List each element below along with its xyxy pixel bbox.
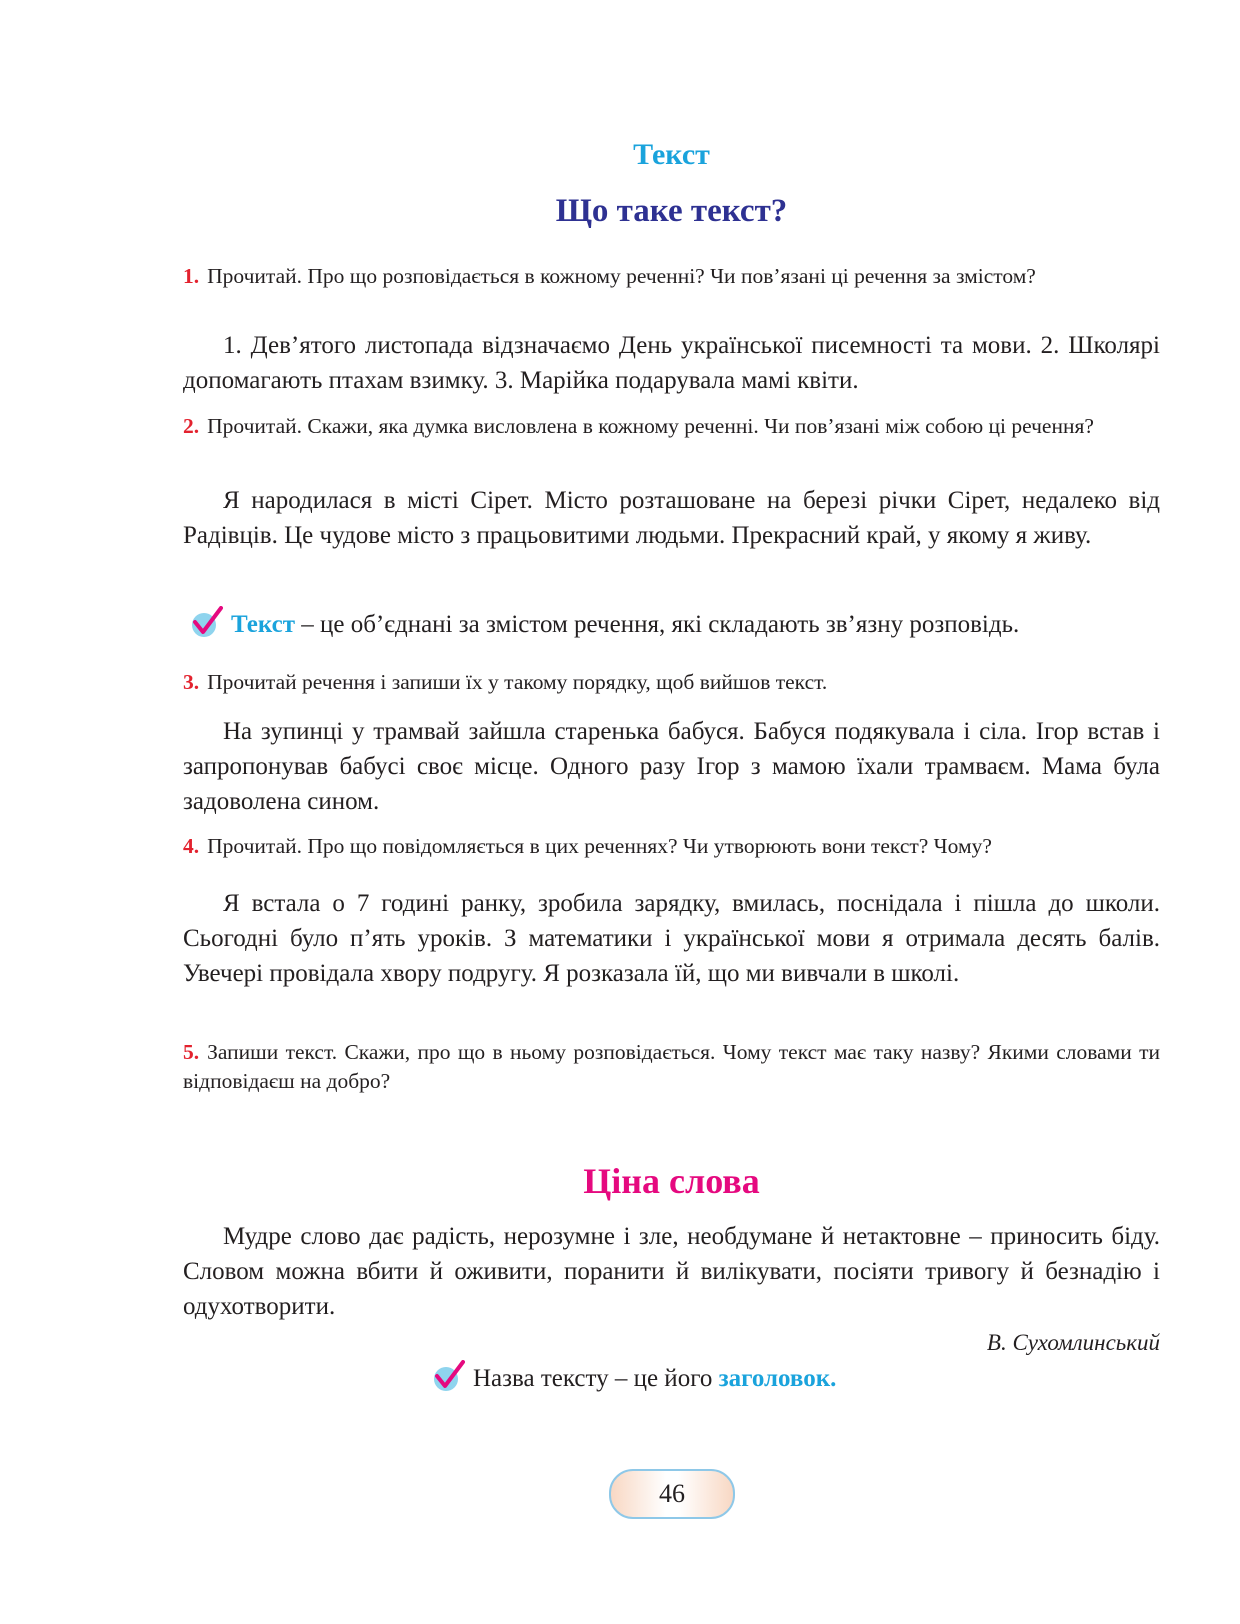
rule-title-text xyxy=(431,1360,836,1396)
passage-1: 1. Дев’ятого листопада відзначаємо День української писемності та мови. 2. Школярі допомагають птахам взимку. 3. Марійка подарувала мамі квіти. xyxy=(183,332,1160,394)
rule-term: Текст xyxy=(231,611,295,638)
task-number: 3. xyxy=(183,670,200,694)
passage-5: Мудре слово дає радість, нерозумне і зле, необдумане й нетактовне – приносить біду. Словом можна вбити й оживити, поранити й вилікувати, посіяти тривогу й безнадію і одухотворити. xyxy=(183,1223,1160,1320)
task-text: Прочитай. Скажи, яка думка висловлена в кожному реченні. Чи пов’язані між собою ці речення? xyxy=(207,414,1094,438)
task-2 xyxy=(183,412,1160,441)
rule-definition-text xyxy=(189,606,1019,642)
task-number: 2. xyxy=(183,414,200,438)
author-signature: В. Сухомлинський xyxy=(986,1330,1160,1355)
page-number xyxy=(609,1469,735,1519)
page-number-text: 46 xyxy=(659,1479,685,1508)
task-number: 4. xyxy=(183,834,200,858)
check-mark-icon xyxy=(189,606,223,638)
text-title: Ціна слова xyxy=(583,1161,760,1201)
task-text: Запиши текст. Скажи, про що в ньому розповідається. Чому текст має таку назву? Якими словами ти відповідаєш на добро? xyxy=(183,1040,1160,1093)
task-5 xyxy=(183,1038,1160,1096)
lesson-title: Що таке текст? xyxy=(555,193,788,229)
rule-text: Назва тексту – це його xyxy=(473,1365,719,1392)
task-text: Прочитай речення і запиши їх у такому порядку, щоб вийшов текст. xyxy=(207,670,828,694)
task-number: 1. xyxy=(183,264,200,288)
passage-4: Я встала о 7 годині ранку, зробила зарядку, вмилась, поснідала і пішла до школи. Сьогодні було п’ять уроків. З математики і української мови я отримала десять балів. Увечері провідала хвору подругу. Я розказала їй, що ми вивчали в школі. xyxy=(183,890,1160,987)
rule-definition: – це об’єднані за змістом речення, які складають зв’язну розповідь. xyxy=(294,611,1020,638)
task-1 xyxy=(183,262,1160,291)
task-text: Прочитай. Про що розповідається в кожному реченні? Чи пов’язані ці речення за змістом? xyxy=(207,264,1036,288)
passage-3: На зупинці у трамвай зайшла старенька бабуся. Бабуся подякувала і сіла. Ігор встав і запропонував бабусі своє місце. Одного разу Ігор з мамою їхали трамваєм. Мама була задоволена сином. xyxy=(183,718,1160,815)
task-number: 5. xyxy=(183,1040,200,1064)
section-title: Текст xyxy=(633,138,710,171)
rule-term: заголовок. xyxy=(718,1365,837,1392)
task-text: Прочитай. Про що повідомляється в цих реченнях? Чи утворюють вони текст? Чому? xyxy=(207,834,992,858)
passage-2: Я народилася в місті Сірет. Місто розташоване на березі річки Сірет, недалеко від Радівців. Це чудове місто з працьовитими людьми. Прекрасний край, у якому я живу. xyxy=(183,487,1160,549)
check-mark-icon xyxy=(431,1360,465,1392)
task-4 xyxy=(183,832,1160,861)
task-3 xyxy=(183,668,1160,697)
